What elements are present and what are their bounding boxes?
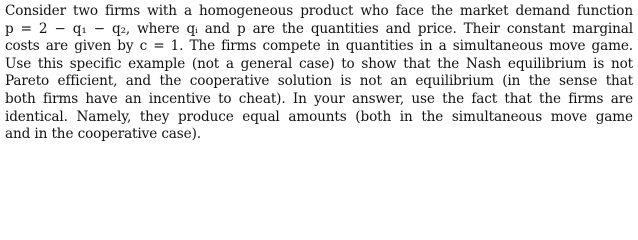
- text-line: Use this specific example (not a general case) to show that the Nash equilibrium is not: [5, 55, 633, 72]
- text-line: identical. Namely, they produce equal amounts (both in the simultaneous move game: [5, 108, 633, 125]
- text-line: costs are given by c = 1. The firms compete in quantities in a simultaneous move game.: [5, 38, 633, 55]
- text-line: Pareto efficient, and the cooperative solution is not an equilibrium (in the sense that: [5, 73, 633, 90]
- text-line: and in the cooperative case).: [5, 126, 201, 143]
- text-line: Consider two firms with a homogeneous product who face the market demand function: [5, 3, 633, 19]
- text-line: p = 2 − q₁ − q₂, where qᵢ and p are the quantities and price. Their constant marginal: [5, 20, 633, 37]
- text-line: both firms have an incentive to cheat). In your answer, use the fact that the firms are: [5, 90, 633, 107]
